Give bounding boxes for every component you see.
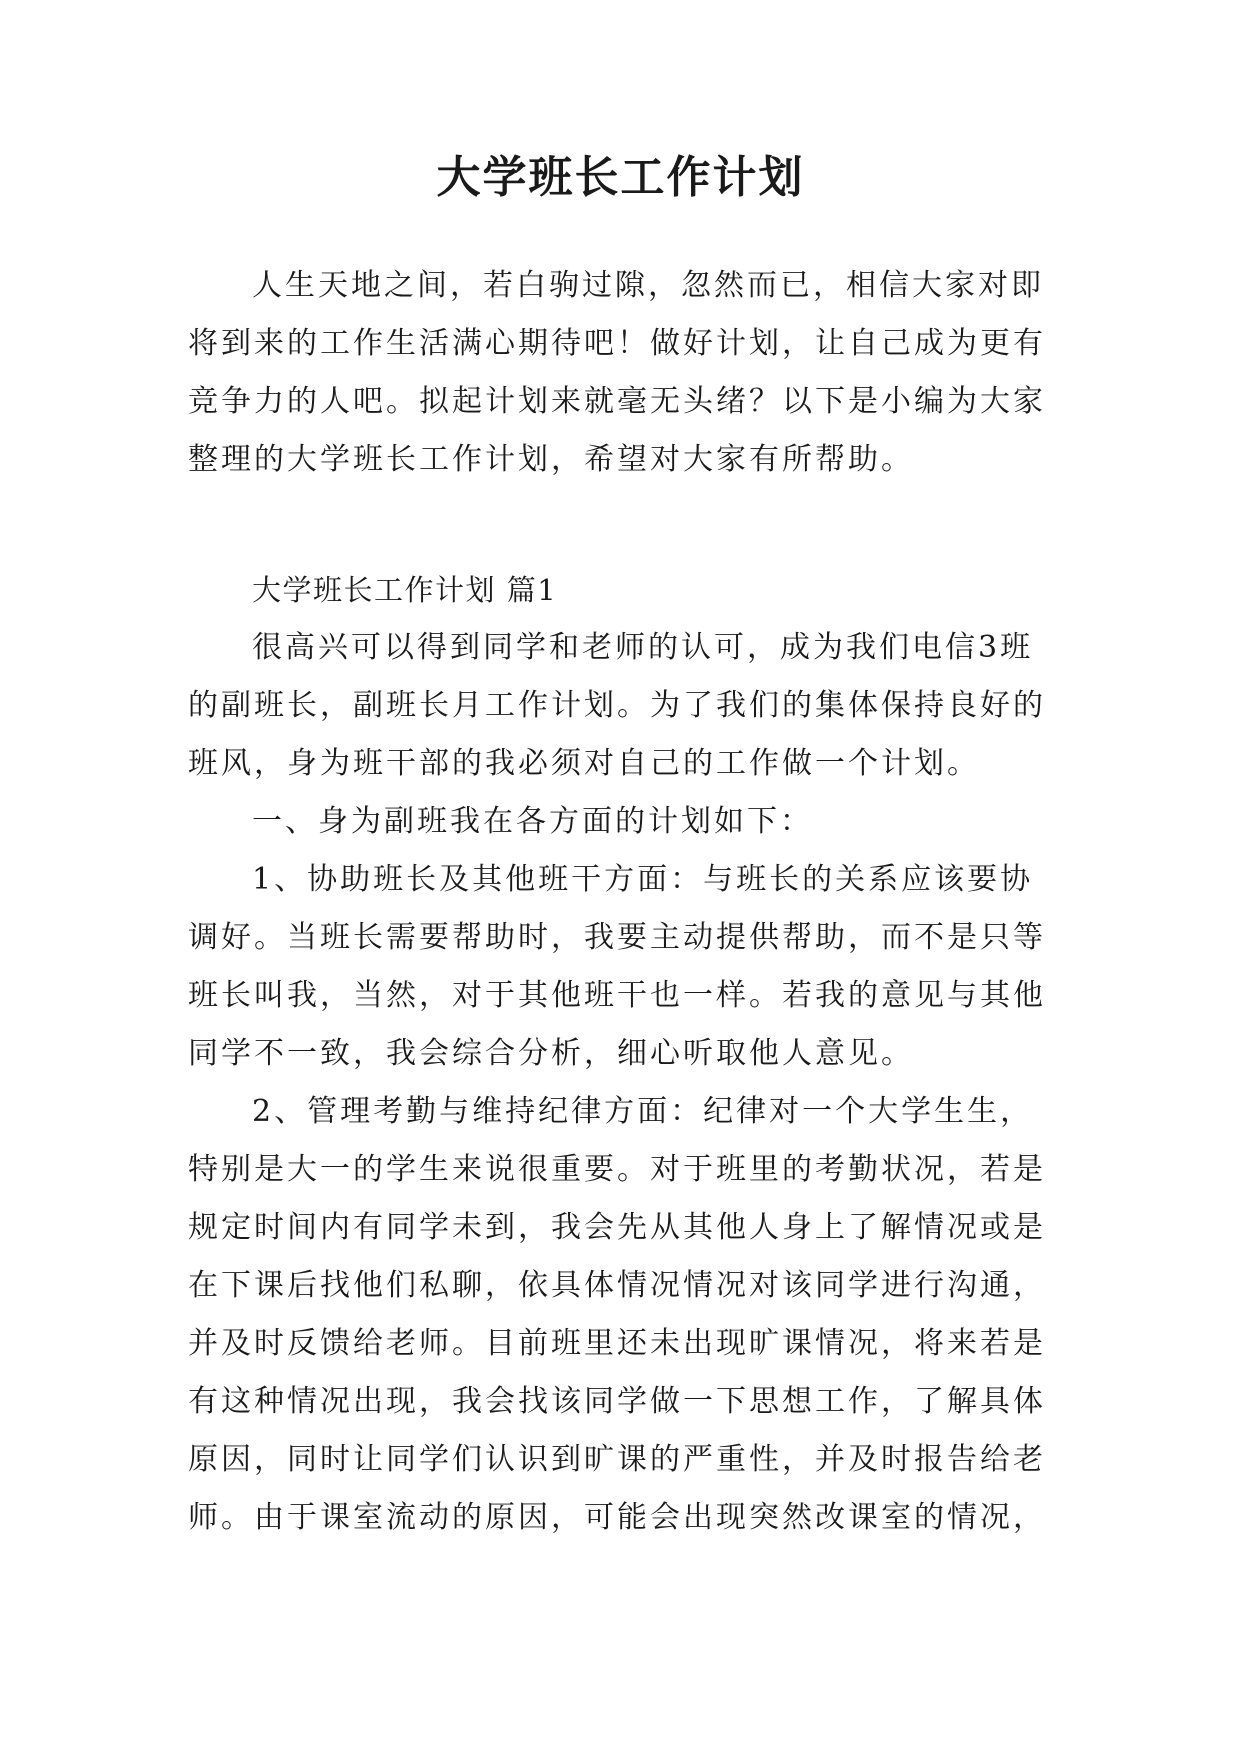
- paragraph: [188, 793, 1056, 851]
- text-line: 规定时间内有同学未到，我会先从其他人身上了解情况或是: [188, 1210, 1046, 1245]
- text-line: 同学不一致，我会综合分析，细心听取他人意见。: [188, 1036, 914, 1071]
- text-line: 人生天地之间，若白驹过隙，忽然而已，相信大家对即: [252, 268, 1044, 303]
- paragraph: [188, 851, 1056, 1083]
- document-title: 大学班长工作计划: [436, 152, 805, 203]
- intro-paragraph: [188, 257, 1056, 489]
- text-line: 整理的大学班长工作计划，希望对大家有所帮助。: [188, 442, 914, 477]
- spacer: [188, 489, 1056, 561]
- text-line: 很高兴可以得到同学和老师的认可，成为我们电信3班: [252, 630, 1034, 665]
- section-heading: 大学班长工作计划 篇1: [252, 573, 558, 607]
- text-line: 竞争力的人吧。拟起计划来就毫无头绪？以下是小编为大家: [188, 384, 1046, 419]
- paragraph: [188, 619, 1056, 793]
- text-line: 原因，同时让同学们认识到旷课的严重性，并及时报告给老: [188, 1442, 1046, 1477]
- text-line: 在下课后找他们私聊，依具体情况情况对该同学进行沟通，: [188, 1268, 1046, 1303]
- text-line: 的副班长，副班长月工作计划。为了我们的集体保持良好的: [188, 688, 1046, 723]
- text-line: 并及时反馈给老师。目前班里还未出现旷课情况，将来若是: [188, 1326, 1046, 1361]
- text-line: 有这种情况出现，我会找该同学做一下思想工作，了解具体: [188, 1384, 1046, 1419]
- text-line: 将到来的工作生活满心期待吧！做好计划，让自己成为更有: [188, 326, 1046, 361]
- text-line: 一、身为副班我在各方面的计划如下：: [252, 804, 813, 839]
- text-line: 特别是大一的学生来说很重要。对于班里的考勤状况，若是: [188, 1152, 1046, 1187]
- text-line: 1、协助班长及其他班干方面：与班长的关系应该要协: [252, 862, 1034, 897]
- paragraph: [188, 1083, 1056, 1547]
- text-line: 班风，身为班干部的我必须对自己的工作做一个计划。: [188, 746, 980, 781]
- text-line: 调好。当班长需要帮助时，我要主动提供帮助，而不是只等: [188, 920, 1046, 955]
- text-line: 2、管理考勤与维持纪律方面：纪律对一个大学生生，: [252, 1094, 1034, 1129]
- text-line: 师。由于课室流动的原因，可能会出现突然改课室的情况，: [188, 1500, 1046, 1535]
- text-line: 班长叫我，当然，对于其他班干也一样。若我的意见与其他: [188, 978, 1046, 1013]
- document-body: [188, 257, 1056, 1547]
